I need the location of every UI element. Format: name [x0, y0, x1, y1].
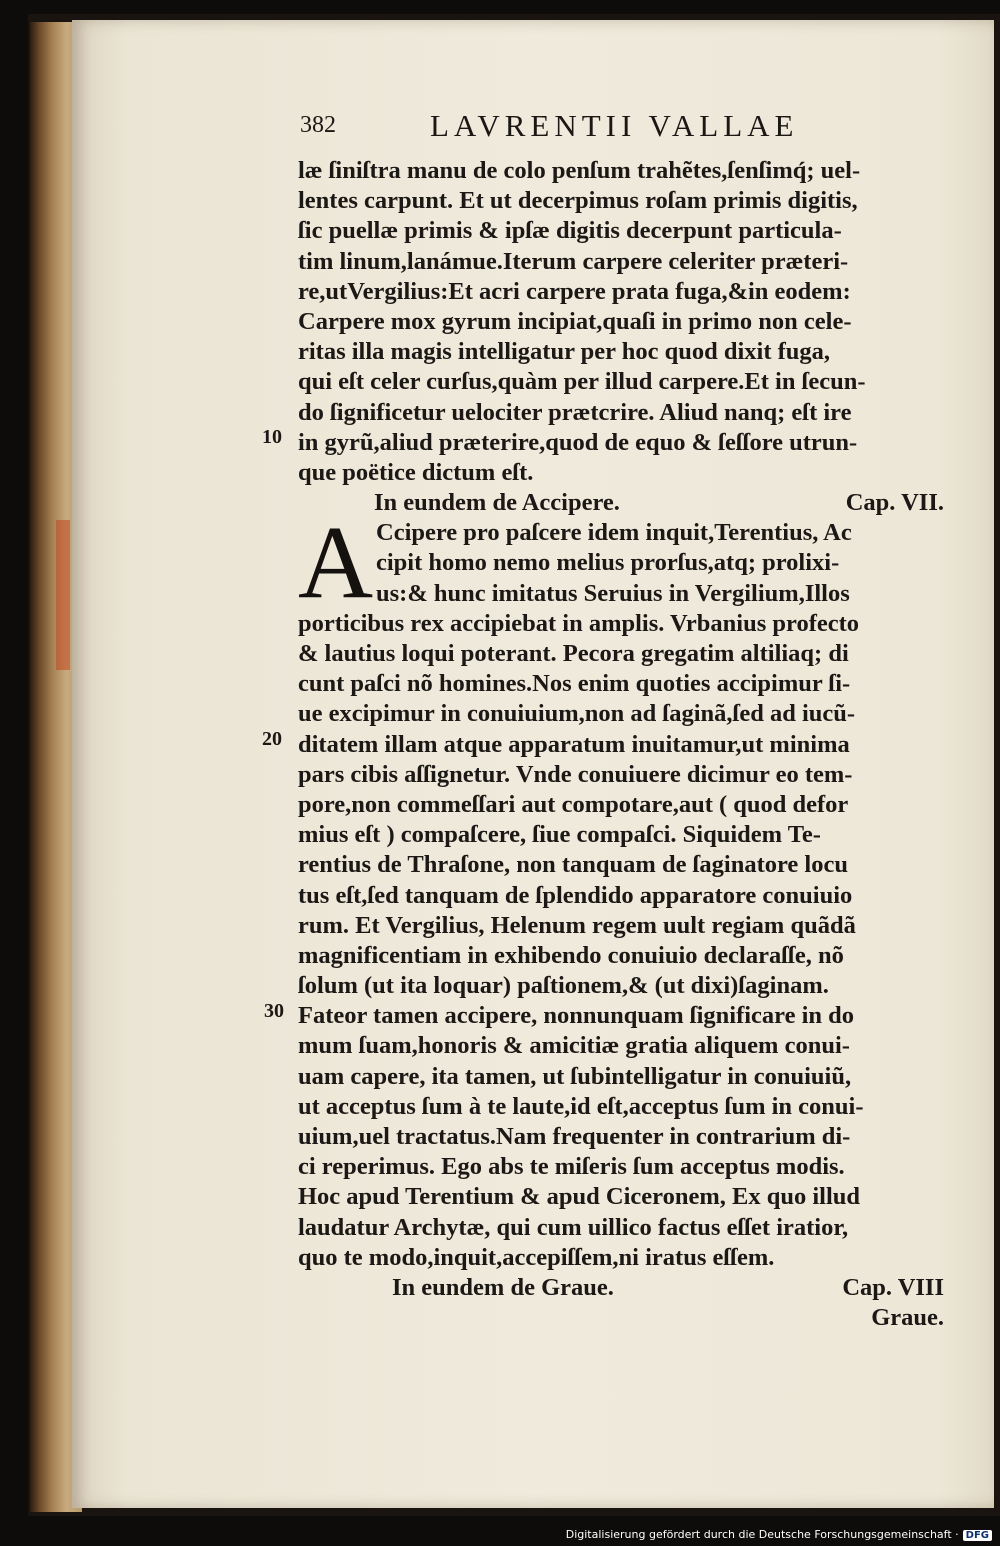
text-line: uam capere, ita tamen, ut ſubintelligatur in conuiuiũ,	[298, 1062, 852, 1090]
chapter-heading-8	[298, 1273, 958, 1303]
text-line: que poëtice dictum eſt.	[298, 458, 534, 486]
chapter-title: In eundem de Accipere.	[374, 489, 620, 517]
text-line: porticibus rex accipiebat in amplis. Vrbanius profecto	[298, 609, 860, 637]
text-line: & lautius loqui poterant. Pecora gregatim altiliaq; di	[298, 640, 849, 667]
text-line: ditatem illam atque apparatum inuitamur,ut minima	[298, 730, 850, 758]
text-line-dropcap: cipit homo nemo melius prorſus,atq; prolixi-	[376, 549, 840, 577]
text-line-dropcap: us:& hunc imitatus Seruius in Vergilium,Illos	[376, 579, 850, 607]
text-line: læ ſiniſtra manu de colo penſum trahẽtes,ſenſimq́; uel-	[298, 157, 861, 184]
text-line: pars cibis aſſignetur. Vnde conuiuere dicimur eo tem-	[298, 760, 853, 788]
text-line: mius eſt ) compaſcere, ſiue compaſci. Siquidem Te-	[298, 821, 821, 849]
dfg-logo: DFG	[963, 1530, 992, 1541]
margin-line-number: 10	[262, 426, 282, 448]
text-line: mum ſuam,honoris & amicitiæ gratia aliquem conui-	[298, 1032, 850, 1060]
text-line: uium,uel tractatus.Nam frequenter in contrarium di-	[298, 1123, 851, 1150]
text-line: in gyrũ,aliud præterire,quod de equo & ſeſſore utrun-	[298, 428, 858, 456]
text-line: cunt paſci nõ homines.Nos enim quoties accipimur ſi-	[298, 670, 851, 698]
chapter-heading-7	[298, 488, 958, 518]
footer-credit: Digitalisierung gefördert durch die Deutsche Forschungsgemeinschaft ·	[565, 1528, 959, 1541]
text-line: Hoc apud Terentium & apud Ciceronem, Ex quo illud	[298, 1183, 861, 1211]
chapter-number: Cap. VII.	[845, 489, 944, 517]
text-line: laudatur Archytæ, qui cum uillico factus eſſet iratior,	[298, 1213, 849, 1241]
text-line: tim linum,lanámue.Iterum carpere celeriter præteri-	[298, 247, 849, 275]
text-line: re,utVergilius:Et acri carpere prata fuga,&in eodem:	[298, 277, 851, 305]
chapter-number: Cap. VIII	[842, 1273, 944, 1301]
drop-capital: A	[298, 505, 374, 620]
margin-line-number: 20	[262, 728, 282, 750]
digitization-footer	[566, 1528, 992, 1541]
text-line-dropcap: Ccipere pro paſcere idem inquit,Terentius, Ac	[376, 519, 852, 547]
text-line: ſic puellæ primis & ipſæ digitis decerpunt particula-	[298, 217, 842, 245]
spine-red-mark	[56, 520, 70, 670]
text-line: magnificentiam in exhibendo conuiuio declaraſſe, nõ	[298, 941, 844, 969]
chapter-title: In eundem de Graue.	[392, 1273, 614, 1301]
text-line: pore,non commeſſari aut compotare,aut ( quod defor	[298, 790, 849, 818]
body-text	[298, 156, 958, 1333]
text-line: qui eſt celer curſus,quàm per illud carpere.Et in ſecun-	[298, 368, 866, 396]
text-line: lentes carpunt. Et ut decerpimus roſam primis digitis,	[298, 187, 858, 215]
text-line: ut acceptus ſum à te laute,id eſt,acceptus ſum in conui-	[298, 1092, 864, 1120]
text-line: ſolum (ut ita loquar) paſtionem,& (ut dixi)ſaginam.	[298, 972, 829, 1000]
text-line: Fateor tamen accipere, nonnunquam ſignificare in do	[298, 1002, 855, 1030]
text-line: ci reperimus. Ego abs te miſeris ſum acceptus modis.	[298, 1153, 845, 1181]
text-line: do ſignificetur uelociter prætcrire. Aliud nanq; eſt ire	[298, 398, 852, 426]
running-head	[300, 108, 950, 152]
text-line: rentius de Thraſone, non tanquam de ſaginatore locu	[298, 851, 848, 879]
page-number: 382	[300, 112, 336, 138]
margin-line-number: 30	[264, 1000, 284, 1022]
text-line: tus eſt,ſed tanquam de ſplendido apparatore conuiuio	[298, 881, 853, 909]
text-line: quo te modo,inquit,accepiſſem,ni iratus eſſem.	[298, 1243, 775, 1271]
catchword: Graue.	[871, 1304, 944, 1332]
text-line: rum. Et Vergilius, Helenum regem uult regiam quãdã	[298, 911, 856, 939]
text-line: ue excipimur in conuiuium,non ad ſaginã,ſed ad iucũ-	[298, 700, 856, 728]
running-title: LAVRENTII VALLAE	[430, 108, 799, 143]
text-line: Carpere mox gyrum incipiat,quaſi in primo non cele-	[298, 307, 852, 335]
text-line: ritas illa magis intelligatur per hoc quod dixit fuga,	[298, 338, 831, 366]
